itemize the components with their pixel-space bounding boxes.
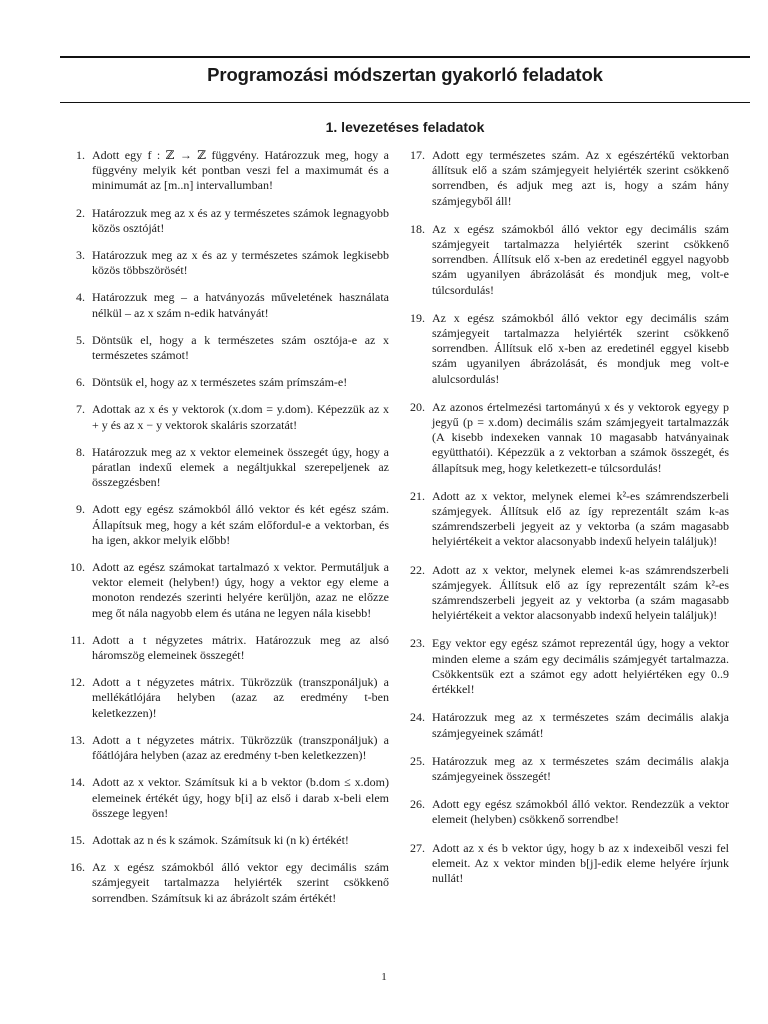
task-text: Adott a t négyzetes mátrix. Tükrözzük (transzponáljuk) a főátlójára helyben (azaz az eredmény t-ben keletkezzen)! [92, 732, 389, 763]
task-column-right [404, 148, 729, 886]
task-item [64, 860, 389, 906]
task-text: Döntsük el, hogy az x természetes szám prímszám-e! [92, 375, 348, 390]
task-item [404, 754, 729, 784]
task-item [404, 797, 729, 827]
task-item [64, 290, 389, 320]
task-number: 27. [410, 840, 425, 855]
task-text: Adott az x vektor, melynek elemei k-as számrendszerbeli számjegyek. Állítsuk elő az így reprezentált szám k²-es számrendszerbeli jegyeit az y vektorba (a szám magasabb helyiértékeit a vektor alacsonyabb indexű helyein találjuk)! [432, 562, 729, 623]
task-column-left [64, 148, 389, 906]
task-item [404, 311, 729, 387]
task-number: 2. [76, 205, 85, 220]
task-number: 1. [76, 148, 85, 162]
task-number: 8. [76, 444, 85, 459]
task-number: 11. [70, 632, 85, 647]
task-text: Döntsük el, hogy a k természetes szám osztója-e az x természetes számot! [92, 332, 389, 363]
task-text: Az x egész számokból álló vektor egy decimális szám számjegyeit tartalmazza helyiérték szerint csökkenő sorrendben. Állítsuk elő x-ben az eredetinél eggyel kisebb szám ugyanilyen ábrázolását, és mondjuk meg volt-e alulcsordulás! [432, 310, 729, 386]
task-text: Határozzuk meg az x természetes szám decimális alakja számjegyeinek számát! [432, 710, 729, 740]
task-item [404, 636, 729, 697]
task-number: 14. [70, 775, 85, 790]
task-text: Határozzuk meg az x természetes szám decimális alakja számjegyeinek összegét! [432, 753, 729, 783]
top-rule [60, 56, 750, 58]
page-number: 1 [381, 971, 387, 983]
task-item [404, 222, 729, 298]
task-item [64, 502, 389, 548]
task-number: 22. [410, 562, 425, 577]
task-text: Határozzuk meg az x vektor elemeinek összegét úgy, hogy a páratlan indexű elemek a negáltjukkal szerepeljenek az összegzésben! [92, 444, 389, 490]
task-number: 17. [410, 148, 425, 162]
task-number: 6. [76, 375, 85, 390]
task-item [64, 733, 389, 763]
task-item [64, 402, 389, 432]
task-number: 5. [76, 332, 85, 347]
task-item [404, 148, 729, 209]
task-text: Adott az x vektor. Számítsuk ki a b vektor (b.dom ≤ x.dom) elemeinek értékét úgy, hogy b[i] az első i darab x-beli elem összege legyen! [92, 775, 389, 820]
task-item [64, 633, 389, 663]
task-text: Az azonos értelmezési tartományú x és y vektorok egyegy p jegyű (p = x.dom) decimális szám számjegyeit tartalmazzák (A kisebb indexeken vannak 10 magasabb hatványainak együtthatói). Képezzük a z vektorban a számok összegét, és állapítsuk meg, hogy keletkezett-e túlcsordulás! [432, 399, 729, 475]
task-item [64, 560, 389, 621]
task-number: 18. [410, 221, 425, 236]
task-number: 13. [70, 732, 85, 747]
task-text: Adottak az n és k számok. Számítsuk ki (n k) értékét! [92, 832, 349, 847]
task-text: Az x egész számokból álló vektor egy decimális szám számjegyeit tartalmazza helyiérték szerint csökkenő sorrendben. Számítsuk ki az ábrázolt szám értékét! [92, 860, 389, 905]
task-text: Határozzuk meg az x és az y természetes számok legnagyobb közös osztóját! [92, 205, 389, 235]
task-number: 20. [410, 399, 425, 414]
document-title: Programozási módszertan gyakorló feladatok [207, 64, 603, 85]
task-number: 4. [76, 290, 85, 305]
task-text: Az x egész számokból álló vektor egy decimális szám számjegyeit tartalmazza helyiérték szerint csökkenő sorrendben. Állítsuk elő x-ben az eredetinél eggyel nagyobb szám ugyanilyen ábrázolását és mondjuk meg, volt-e túlcsordulás! [432, 221, 729, 297]
task-text: Adott az x és b vektor úgy, hogy b az x indexeiből veszi fel elemeit. Az x vektor minden b[j]-edik eleme helyére írjunk nullát! [432, 840, 729, 885]
task-text: Adott a t négyzetes mátrix. Tükrözzük (transzponáljuk) a mellékátlójára helyben (azaz az eredmény t-ben keletkezzen)! [92, 675, 389, 720]
task-item [64, 775, 389, 821]
task-text: Adott egy f : ℤ → ℤ függvény. Határozzuk meg, hogy a függvény melyik két pontban veszi fel a maximumát és a minimumát az [m..n] intervallumban! [92, 148, 389, 193]
task-text: Adott az egész számokat tartalmazó x vektor. Permutáljuk a vektor elemeit (helyben!) úgy, hogy a vektor egy eleme a monoton rendezés szerinti helyére kerüljön, azaz ne előzze meg őt nála nagyobb elem és utána ne legyen nála kisebb! [92, 560, 389, 620]
task-text: Egy vektor egy egész számot reprezentál úgy, hogy a vektor minden eleme a szám egy decimális számjegyét tartalmazza. Csökkentsük ezt a számot egy adott helyiértéken egy 0..9 értékkel! [432, 636, 729, 697]
task-item [404, 710, 729, 740]
task-text: Adott egy egész számokból álló vektor és két egész szám. Állapítsuk meg, hogy a két szám előfordul-e a vektorban, és ha igen, akkor melyik előbb! [92, 502, 389, 547]
task-number: 21. [410, 488, 425, 503]
task-number: 23. [410, 636, 425, 651]
task-item [64, 148, 389, 194]
task-text: Adott az x vektor, melynek elemei k²-es számrendszerbeli számjegyek. Állítsuk elő az így reprezentált szám k-as számrendszerbeli jegyeit az y vektorba (a szám magasabb helyiértékeit a vektor alacsonyabb indexű helyein találjuk)! [432, 488, 729, 549]
task-item [64, 445, 389, 491]
task-number: 12. [70, 675, 85, 690]
title-underline-rule [60, 102, 750, 103]
task-item [404, 563, 729, 624]
task-number: 3. [76, 248, 85, 263]
task-number: 26. [410, 797, 425, 812]
task-number: 9. [76, 502, 85, 517]
task-text: Határozzuk meg az x és az y természetes számok legkisebb közös többszörösét! [92, 248, 389, 278]
task-item [404, 841, 729, 887]
task-item [64, 375, 389, 390]
task-text: Adottak az x és y vektorok (x.dom = y.dom). Képezzük az x + y és az x − y vektorok skaláris szorzatát! [92, 402, 389, 432]
section-heading: 1. levezetéses feladatok [325, 119, 485, 135]
task-text: Adott a t négyzetes mátrix. Határozzuk meg az alsó háromszög elemeinek összegét! [92, 632, 389, 663]
task-item [64, 333, 389, 363]
task-item [64, 206, 389, 236]
task-number: 16. [70, 860, 85, 875]
task-number: 7. [76, 402, 85, 417]
task-number: 10. [70, 560, 85, 575]
task-number: 19. [410, 310, 425, 325]
task-item [64, 833, 389, 848]
task-item [64, 675, 389, 721]
task-number: 15. [70, 832, 85, 847]
task-item [404, 489, 729, 550]
task-text: Határozzuk meg – a hatványozás műveletének használata nélkül – az x szám n-edik hatványát! [92, 290, 389, 320]
task-text: Adott egy egész számokból álló vektor. Rendezzük a vektor elemeit (helyben) csökkenő sorrendbe! [432, 797, 729, 827]
task-number: 25. [410, 753, 425, 768]
task-item [64, 248, 389, 278]
task-text: Adott egy természetes szám. Az x egészértékű vektorban állítsuk elő a szám számjegyeit helyiérték szerint csökkenő sorrendben, és adjuk meg azt is, hogy a szám hány számjegyből áll! [432, 148, 729, 208]
task-number: 24. [410, 710, 425, 725]
task-item [404, 400, 729, 476]
